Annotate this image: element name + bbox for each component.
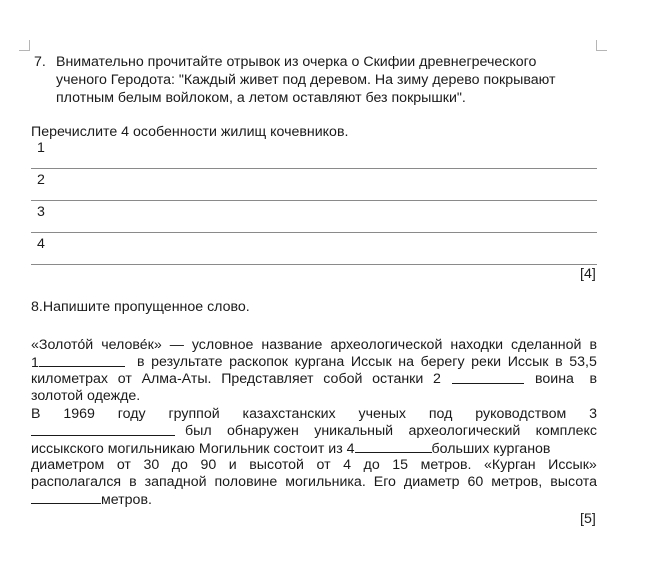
word: кургана — [294, 354, 345, 370]
word: Его — [373, 474, 396, 490]
blank-1-input[interactable] — [39, 354, 125, 367]
word: Иссык — [507, 354, 549, 370]
word: челове́к» — [101, 337, 162, 353]
question-7-task: Перечислите 4 особенности жилищ кочевников. — [31, 124, 349, 140]
question-7-line: Внимательно прочитайте отрывок из очерка о Скифии древнегреческого — [56, 54, 537, 70]
word: результате — [151, 354, 223, 370]
paragraph-2-line-4 — [31, 457, 597, 474]
question-7-line: плотным белым войлоком, а летом оставляют без покрышки". — [56, 90, 466, 106]
word: 60 — [467, 474, 484, 490]
word: диаметр — [403, 474, 460, 490]
word: в — [129, 474, 137, 490]
answer-line-3[interactable] — [31, 232, 597, 233]
paragraph-2-line-3 — [31, 440, 550, 458]
word: находки — [450, 337, 504, 353]
word: археологической — [330, 337, 443, 353]
blank-4-input[interactable] — [355, 440, 432, 453]
word: археологический — [408, 423, 521, 439]
word: в — [555, 354, 563, 370]
blank-3-input[interactable] — [31, 423, 175, 436]
answer-label-2: 2 — [37, 172, 45, 188]
blank-1-group — [31, 354, 125, 372]
answer-label-1: 1 — [37, 140, 45, 156]
paragraph-1-line-2 — [31, 354, 597, 372]
word: 15 — [392, 457, 409, 473]
page-corner-mark — [596, 40, 607, 51]
word: Алма-Аты. — [141, 371, 212, 387]
word: от — [116, 457, 131, 473]
word: 53,5 — [569, 354, 597, 370]
word: 3 — [589, 406, 597, 422]
word: могильника. — [285, 474, 366, 490]
paragraph-1-line-4: золотой одежде. — [31, 388, 141, 404]
word: останки — [372, 371, 424, 387]
answer-label-4: 4 — [37, 236, 45, 252]
word: на — [398, 354, 415, 370]
paragraph-2-line-3-text: иссыкского могильникаю Могильник состоит из 4 — [31, 441, 355, 457]
word: комплекс — [535, 423, 597, 439]
word: Иссык» — [548, 457, 597, 473]
paragraph-1-line-1 — [31, 337, 597, 354]
paragraph-1-line-3-text — [31, 371, 441, 388]
word: Представляет — [221, 371, 314, 387]
word: — — [169, 337, 184, 353]
paragraph-2-line-2-text — [185, 423, 597, 440]
word: «Золото́й — [31, 337, 94, 353]
word: и — [228, 457, 237, 473]
word: обнаружен — [226, 423, 299, 439]
word: 30 — [143, 457, 160, 473]
paragraph-2-line-3-end: больших курганов — [431, 441, 551, 457]
word: был — [185, 423, 212, 439]
word: название — [261, 337, 323, 353]
paragraph-1-line-2-text — [137, 354, 597, 372]
word: собой — [323, 371, 363, 387]
paragraph-2-line-6 — [31, 491, 152, 509]
word: уникальный — [314, 423, 394, 439]
word: 4 — [343, 457, 352, 473]
paragraph-2-line-6-text: метров. — [101, 492, 152, 508]
word: В — [31, 406, 41, 422]
word: году — [117, 406, 146, 422]
word: километрах — [31, 371, 109, 387]
word: располагался — [31, 474, 122, 490]
question-7-line: ученого Геродота: "Каждый живет под деревом. На зиму дерево покрывают — [56, 72, 556, 88]
word: Иссык — [350, 354, 392, 370]
paragraph-2-line-1 — [31, 406, 597, 423]
paragraph-2-line-5 — [31, 474, 597, 491]
word: в — [589, 337, 597, 353]
word: от — [117, 371, 132, 387]
question-7-number: 7. — [34, 54, 46, 70]
answer-line-1[interactable] — [31, 168, 597, 169]
word: раскопок — [229, 354, 288, 370]
word: половине — [214, 474, 278, 490]
question-7-score: [4] — [580, 266, 596, 282]
word: метров. — [420, 457, 472, 473]
word: в — [137, 354, 145, 370]
blank-2-input[interactable] — [452, 371, 524, 384]
paragraph-2-line-2 — [31, 423, 597, 440]
word: группой — [168, 406, 220, 422]
answer-line-2[interactable] — [31, 200, 597, 201]
word: в — [589, 371, 597, 387]
answer-line-4[interactable] — [31, 264, 597, 265]
word: 90 — [200, 457, 217, 473]
word: реки — [471, 354, 502, 370]
word: 2 — [433, 371, 441, 387]
paragraph-1-line-3-end — [535, 371, 597, 388]
blank-1-number: 1 — [31, 355, 39, 371]
word: «Курган — [484, 457, 536, 473]
word: до — [171, 457, 188, 473]
word: метров, — [491, 474, 543, 490]
word: под — [428, 406, 453, 422]
answer-label-3: 3 — [37, 204, 45, 220]
blank-5-input[interactable] — [31, 491, 101, 504]
question-8-score: [5] — [580, 511, 596, 527]
word: руководством — [475, 406, 567, 422]
word: от — [316, 457, 331, 473]
page-corner-mark — [19, 40, 30, 51]
word: ученых — [358, 406, 406, 422]
word: высота — [550, 474, 597, 490]
word: высотой — [249, 457, 304, 473]
paragraph-1-line-3 — [31, 371, 597, 388]
word: диаметром — [31, 457, 105, 473]
word: 1969 — [63, 406, 95, 422]
word: берегу — [420, 354, 465, 370]
question-8-title: 8.Напишите пропущенное слово. — [31, 299, 250, 315]
word: до — [363, 457, 380, 473]
word: казахстанских — [242, 406, 336, 422]
word: западной — [144, 474, 207, 490]
word: сделанной — [511, 337, 582, 353]
word: воина — [535, 371, 574, 387]
word: условное — [191, 337, 254, 353]
